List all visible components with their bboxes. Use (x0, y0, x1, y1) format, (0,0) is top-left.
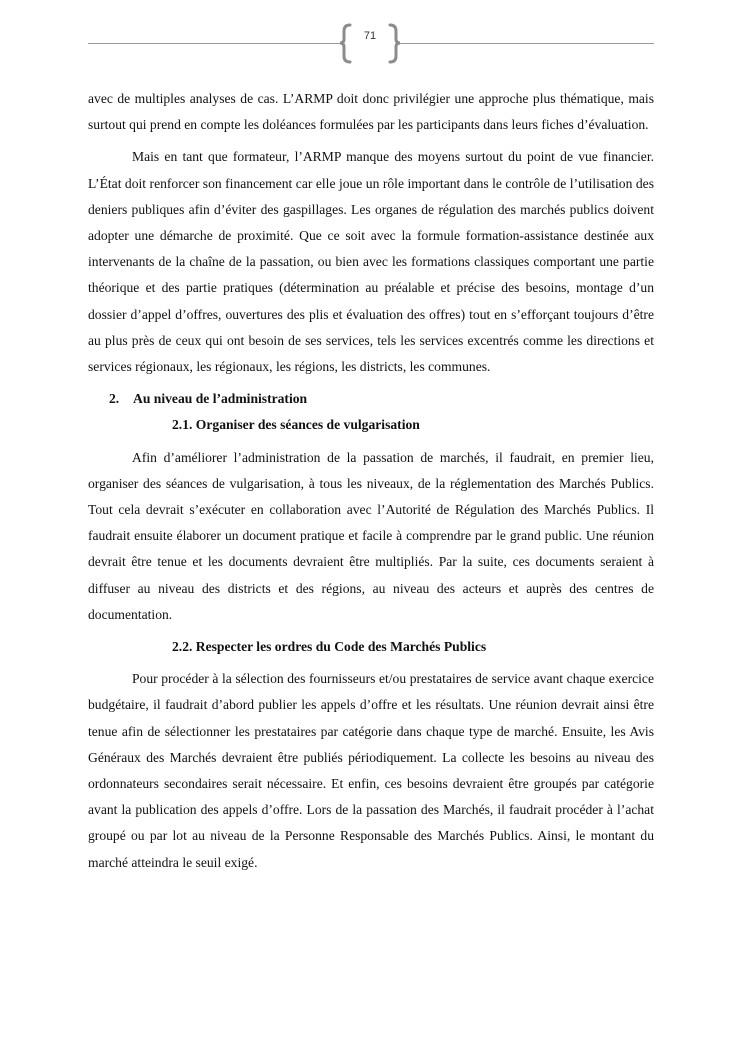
section-title: Au niveau de l’administration (133, 391, 308, 407)
paragraph-3: Afin d’améliorer l’administration de la passation de marchés, il faudrait, en premier lieu, organiser des séances de vulgarisation, à tous les niveaux, de la réglementation des Marchés Publics. Tout cela devrait s’exécuter en collaboration avec l’Autorité de Régulation des Marchés Publics. Il faudrait ensuite élaborer un document pratique et facile à comprendre par le grand public. Une réunion devrait être tenue et les documents devraient être multipliés. Par la suite, ces documents seraient à diffuser au niveau des districts et des régions, au niveau des acteurs et auprès des centres de documentation. (88, 449, 654, 622)
subsection-heading-2-1: 2.1. Organiser des séances de vulgarisation (172, 417, 420, 433)
paragraph-1: avec de multiples analyses de cas. L’ARMP doit donc privilégier une approche plus thématique, mais surtout qui prend en compte les doléances formulées par les participants dans leurs fiches d’évaluation. (88, 91, 654, 133)
paragraph-4: Pour procéder à la sélection des fournisseurs et/ou prestataires de service avant chaque exercice budgétaire, il faudrait d’abord publier les appels d’offre et les résultats. Une réunion devrait ainsi être tenue afin de sélectionner les prestataires par catégorie dans chaque type de marché. Ensuite, les Avis Généraux des Marchés devraient être publiés périodiquement. La collecte les besoins au niveau des ordonnateurs secondaires serait nécessaire. Et enfin, ces besoins devraient être groupés par catégorie avant la publication des appels d’offre. Lors de la passation des Marchés, il faudrait procéder à l’achat groupé ou par lot au niveau de la Personne Responsable des Marchés Publics. Ainsi, le montant du marché atteindra le seuil exigé. (88, 671, 654, 870)
page-number-bracket (340, 22, 400, 66)
page-body (88, 86, 654, 882)
header-rule-right (400, 43, 654, 44)
header-rule-left (88, 43, 340, 44)
paragraph-2: Mais en tant que formateur, l’ARMP manque des moyens surtout du point de vue financier. L’État doit renforcer son financement car elle joue un rôle important dans le contrôle de l’utilisation des deniers publiques afin d’éviter des gaspillages. Les organes de régulation des marchés publics doivent adopter une démarche de proximité. Que ce soit avec la formule formation-assistance destinée aux intervenants de la chaîne de la passation, ou bien avec les formations classiques comportant une partie théorique et des partie pratiques (détermination au préalable et précise des besoins, montage d’un dossier d’appel d’offres, ouvertures des plis et évaluation des offres) tout en s’efforçant toujours d’être au plus près de ceux qui ont besoin de ses services, tels les services excentrés comme les directions et services régionaux, les régionaux, les régions, les districts, les communes. (88, 149, 654, 375)
section-heading-2 (88, 386, 654, 412)
page-number: 71 (363, 30, 377, 42)
section-number: 2. (109, 391, 120, 407)
page-header (88, 22, 654, 66)
bracket-icon (340, 22, 400, 66)
subsection-heading-2-2: 2.2. Respecter les ordres du Code des Marchés Publics (172, 639, 487, 655)
